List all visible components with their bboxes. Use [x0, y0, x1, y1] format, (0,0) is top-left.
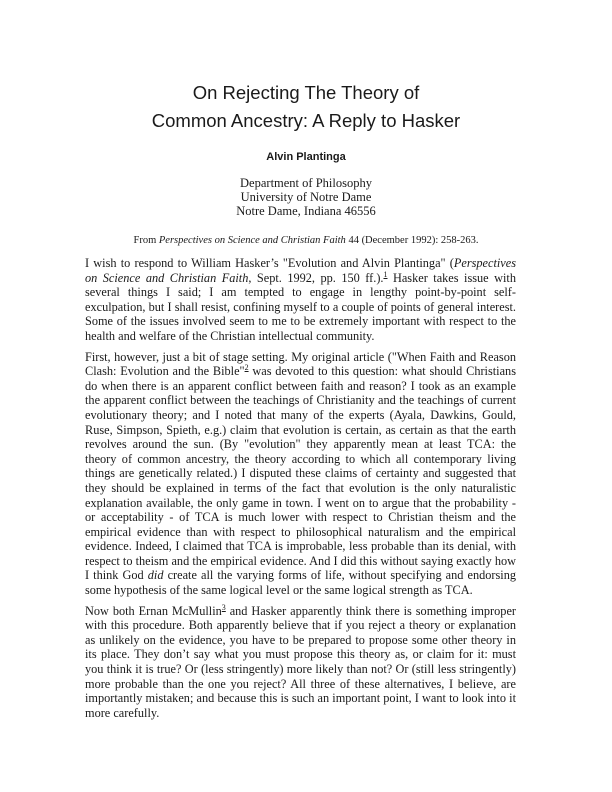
footnote-ref[interactable]: 1: [383, 269, 388, 279]
text-run: First, however, just a bit of stage setting. My original article ("When Faith and Reason Clash: Evolution and the Bible": [85, 349, 516, 379]
author-affiliation: [0, 176, 612, 219]
author-name: Alvin Plantinga: [266, 151, 346, 163]
paragraph: [85, 604, 516, 721]
paragraph: [85, 256, 516, 344]
text-run: and Hasker apparently think there is something improper with this procedure. Both apparently believe that if you reject a theory or explanation as unlikely on the evidence, you have to be prepared to propose some other theory in its place. They don’t say what you must propose this theory as, or claim for it: must you think it is true? Or (less stringently) more likely than not? Or (still less stringently) more probable than the one you reject? All three of these alternatives, I believe, are importantly mistaken; and because this is such an important point, I want to look into it more carefully.: [85, 603, 517, 720]
affiliation-department: Department of Philosophy: [240, 176, 372, 190]
text-run: was devoted to this question: what should Christians do when there is an apparent conflict between faith and reason? I took as an example the apparent conflict between the teachings of Christianity and the teachings of current evolutionary theory; and I noted that many of the experts (Ayala, Dawkins, Gould, Ruse, Simpson, Spieth, e.g.) claim that evolution is certain, as certain as that the earth revolves around the sun. (By "evolution" they apparently mean at least TCA: the theory of common ancestry, the theory according to which all contemporary living things are genetically related.) I disputed these claims of certainty and suggested that they should be explained in terms of the fact that evolution is the only naturalistic explanation available, the only game in town. I went on to argue that the probability - or acceptability - of TCA is much lower with respect to Christian theism and the empirical evidence than with respect to philosophical naturalism and the empirical evidence. Indeed, I claimed that TCA is improbable, less probable than its denial, with respect to theism and the empirical evidence. And I did this without saying exactly how I think God: [85, 364, 516, 583]
article-body: [85, 256, 516, 726]
paragraph: [85, 350, 516, 598]
source-journal-title: Perspectives on Science and Christian Faith: [158, 235, 346, 246]
affiliation-university: University of Notre Dame: [240, 190, 372, 205]
italic-text: Perspectives on Science and Christian Faith: [85, 256, 516, 285]
affiliation-address: Notre Dame, Indiana 46556: [236, 204, 376, 219]
source-citation: 44 (December 1992): 258-263.: [345, 235, 479, 246]
publication-source: [0, 234, 612, 247]
italic-text: did: [147, 568, 164, 583]
text-run: I wish to respond to William Hasker’s "Evolution and Alvin Plantinga" (: [85, 256, 454, 270]
article-title: [0, 79, 612, 135]
text-run: , Sept. 1992, pp. 150 ff.).: [248, 270, 384, 285]
source-prefix: From: [133, 235, 159, 246]
text-run: Now both Ernan McMullin: [85, 603, 222, 618]
article-title-line-2: Common Ancestry: A Reply to Hasker: [151, 110, 461, 131]
text-run: Hasker takes issue with several things I said; I am tempted to engage in lengthy point-by-point self-exculpation, but I shall resist, confining myself to a couple of points of general interest. Some of the issues involved seem to me to be extremely important with respect to the health and welfare of the Christian intellectual community.: [85, 270, 516, 343]
text-run: create all the varying forms of life, without specifying and endorsing some hypothesis of the same logical level or the same logical strength as TCA.: [85, 568, 516, 598]
footnote-ref[interactable]: 3: [221, 602, 226, 612]
article-title-line-1: On Rejecting The Theory of: [192, 82, 420, 103]
footnote-ref[interactable]: 2: [244, 363, 249, 373]
